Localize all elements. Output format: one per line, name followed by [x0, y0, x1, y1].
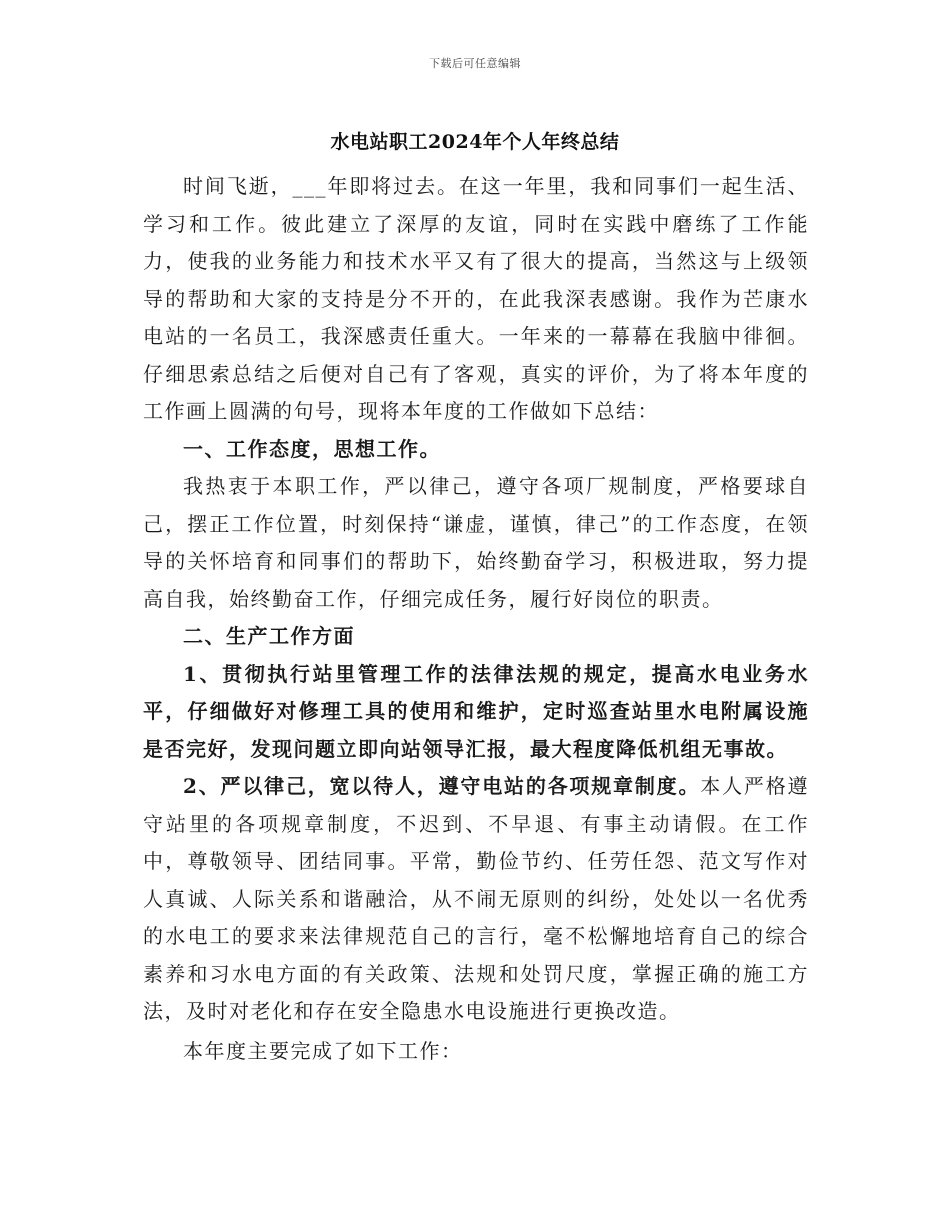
intro-paragraph: 时间飞逝，___年即将过去。在这一年里，我和同事们一起生活、学习和工作。彼此建立了深厚的友谊，同时在实践中磨练了工作能力，使我的业务能力和技术水平又有了很大的提高，当然这与上级领导的帮助和大家的支持是分不开的，在此我深表感谢。我作为芒康水电站的一名员工，我深感责任重大。一年来的一幕幕在我脑中徘徊。仔细思索总结之后便对自己有了客观，真实的评价，为了将本年度的工作画上圆满的句号，现将本年度的工作做如下总结： [143, 174, 809, 423]
section1-heading: 一、工作态度，思想工作。 [183, 436, 441, 461]
header-note: 下载后可任意编辑 [429, 57, 521, 70]
document-body [143, 168, 809, 1070]
section2-item2-lead: 2、严以律己，宽以待人，遵守电站的各项规章制度。 [183, 774, 701, 798]
section2-item2-text: 本人严格遵守站里的各项规章制度，不迟到、不早退、有事主动请假。在工作中，尊敬领导、团结同事。平常，勤俭节约、任劳任怨、范文写作对人真诚、人际关系和谐融洽，从不闹无原则的纠纷，处处以一名优秀的水电工的要求来法律规范自己的言行，毫不松懈地培育自己的综合素养和习水电方面的有关政策、法规和处罚尺度，掌握正确的施工方法，及时对老化和存在安全隐患水电设施进行更换改造。 [143, 774, 810, 1023]
section2-item1: 1、贯彻执行站里管理工作的法律法规的规定，提高水电业务水平，仔细做好对修理工具的使用和维护，定时巡查站里水电附属设施是否完好，发现问题立即向站领导汇报，最大程度降低机组无事故。 [143, 661, 809, 761]
section2-heading: 二、生产工作方面 [183, 624, 355, 648]
section1-paragraph: 我热衷于本职工作，严以律己，遵守各项厂规制度，严格要球自己，摆正工作位置，时刻保持“谦虚，谨慎，律己”的工作态度，在领导的关怀培育和同事们的帮助下，始终勤奋学习，积极进取，努力提高自我，始终勤奋工作，仔细完成任务，履行好岗位的职责。 [143, 474, 809, 611]
section2-item2 [143, 768, 809, 1031]
closing-line: 本年度主要完成了如下工作： [183, 1038, 463, 1063]
document-title: 水电站职工2024年个人年终总结 [330, 131, 620, 153]
